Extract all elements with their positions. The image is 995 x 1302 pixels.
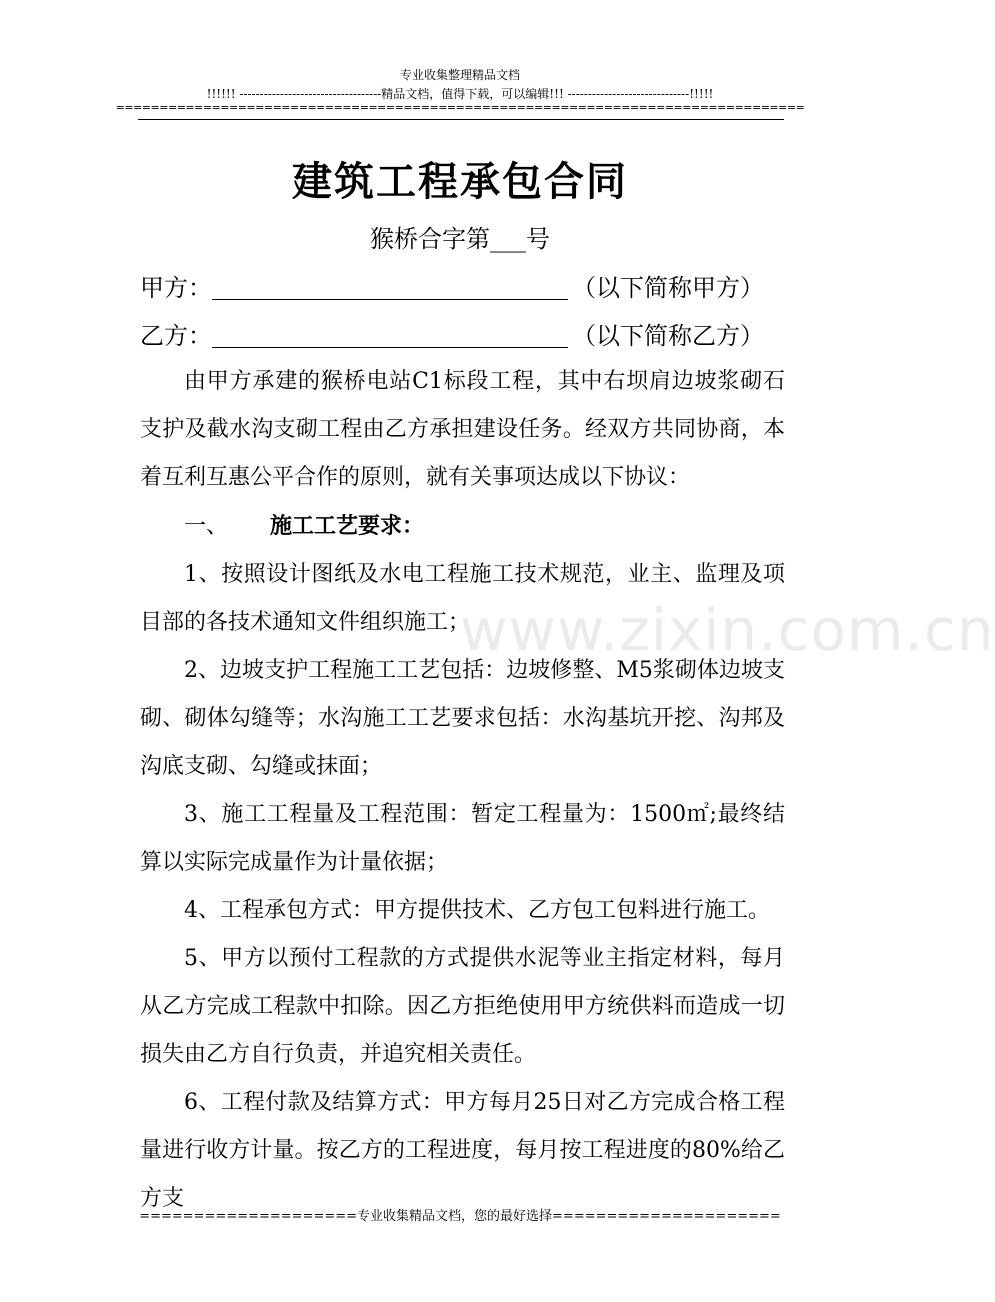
party-b-blank — [212, 323, 568, 348]
contract-number: 猴桥合字第___号 — [370, 225, 550, 253]
party-b-label: 乙方： — [140, 322, 212, 350]
item-3: 3、施工工程量及工程范围：暂定工程量为：1500㎡;最终结算以实际完成量作为计量依据； — [140, 802, 785, 875]
item-5: 5、甲方以预付工程款的方式提供水泥等业主指定材料，每月从乙方完成工程款中扣除。因乙方拒绝使用甲方统供料而造成一切损失由乙方自行负责，并追究相关责任。 — [140, 946, 785, 1067]
party-a-label: 甲方： — [140, 274, 212, 302]
header-line-1: 专业收集整理精品文档 — [399, 68, 520, 82]
header-line-2: !!!!!! -----------------------------------精品文档，值得下载，可以编辑!!! ------------------------------!!!!! — [206, 87, 714, 101]
item-2: 2、边坡支护工程施工工艺包括：边坡修整、M5浆砌体边坡支砌、砌体勾缝等；水沟施工工艺要求包括：水沟基坑开挖、沟邦及沟底支砌、勾缝或抹面； — [140, 658, 785, 779]
footer-line: ====================专业收集精品文档，您的最好选择===================== — [139, 1209, 781, 1224]
section-number: 一、 — [184, 514, 229, 539]
header-rule — [138, 119, 784, 120]
party-a-row — [140, 268, 790, 303]
party-b-note: （以下简称乙方） — [572, 322, 764, 350]
item-1: 1、按照设计图纸及水电工程施工技术规范，业主、监理及项目部的各技术通知文件组织施工； — [140, 562, 785, 635]
watermark: www.zixin.com.cn — [460, 596, 995, 664]
header-line-3: =============================================================================== — [115, 101, 805, 114]
section-title: 施工工艺要求： — [270, 513, 425, 539]
intro-paragraph: 由甲方承建的猴桥电站C1标段工程，其中右坝肩边坡浆砌石支护及截水沟支砌工程由乙方承担建设任务。经双方共同协商，本着互利互惠公平合作的原则，就有关事项达成以下协议： — [140, 369, 785, 490]
document-title: 建筑工程承包合同 — [292, 158, 628, 205]
document-body — [140, 358, 785, 1223]
party-b-row — [140, 316, 790, 351]
party-a-note: （以下简称甲方） — [572, 274, 764, 302]
section-heading — [140, 502, 785, 551]
item-6: 6、工程付款及结算方式：甲方每月25日对乙方完成合格工程量进行收方计量。按乙方的工程进度，每月按工程进度的80%给乙方支 — [140, 1090, 785, 1211]
item-4: 4、工程承包方式：甲方提供技术、乙方包工包料进行施工。 — [184, 898, 770, 923]
party-a-blank — [212, 275, 568, 300]
